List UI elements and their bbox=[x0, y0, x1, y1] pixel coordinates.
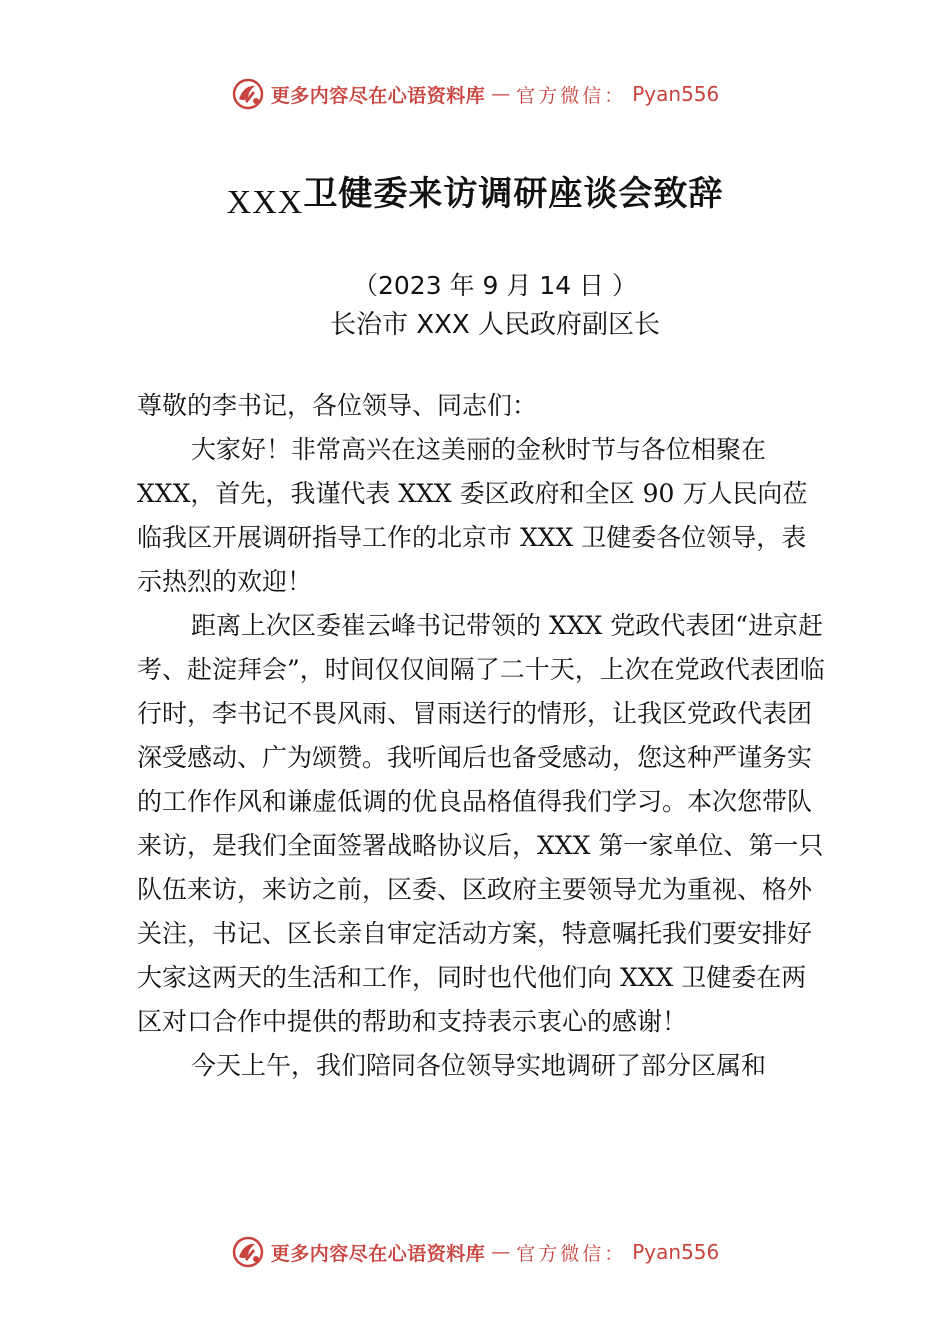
logo-icon bbox=[231, 77, 265, 111]
date-line: （2023 年 9 月 14 日 ） bbox=[352, 271, 638, 300]
watermark-wechat-id: Pyan556 bbox=[632, 1240, 720, 1264]
watermark-separator: — bbox=[491, 1241, 511, 1263]
watermark-label: 官方微信： bbox=[516, 84, 627, 107]
salutation: 尊敬的李书记，各位领导、同志们： bbox=[137, 391, 538, 420]
watermark-wechat-id: Pyan556 bbox=[632, 82, 720, 106]
document-title bbox=[0, 166, 950, 221]
paragraph: 今天上午，我们陪同各位领导实地调研了部分区属和 bbox=[191, 1051, 767, 1080]
title-prefix: XXX bbox=[226, 184, 304, 221]
watermark-label: 官方微信： bbox=[516, 1242, 627, 1265]
watermark-separator: — bbox=[491, 83, 511, 105]
paragraph: 大家好！非常高兴在这美丽的金秋时节与各位相聚在 XXX，首先，我谨代表 XXX 委区政府和全区 90 万人民向莅临我区开展调研指导工作的北京市 XXX 卫健委各位领导，表示热烈的欢迎！ bbox=[137, 435, 808, 596]
watermark-footer bbox=[0, 1232, 950, 1272]
watermark-main-text: 更多内容尽在心语资料库 bbox=[270, 1242, 486, 1265]
document-body bbox=[137, 384, 831, 1088]
title-main: 卫健委来访调研座谈会致辞 bbox=[303, 174, 724, 214]
watermark-main-text: 更多内容尽在心语资料库 bbox=[270, 84, 486, 107]
logo-icon bbox=[231, 1235, 265, 1269]
speaker-line: 长治市 XXX 人民政府副区长 bbox=[330, 310, 660, 340]
watermark-header bbox=[0, 74, 950, 114]
paragraph: 距离上次区委崔云峰书记带领的 XXX 党政代表团“进京赶考、赴淀拜会”，时间仅仅间隔了二十天，上次在党政代表团临行时，李书记不畏风雨、冒雨送行的情形，让我区党政代表团深受感动、广为颂赞。我听闻后也备受感动，您这种严谨务实的工作作风和谦虚低调的优良品格值得我们学习。本次您带队来访，是我们全面签署战略协议后，XXX 第一家单位、第一只队伍来访，来访之前，区委、区政府主要领导尤为重视、格外关注，书记、区长亲自审定活动方案，特意嘱托我们要安排好大家这两天的生活和工作，同时也代他们向 XXX 卫健委在两区对口合作中提供的帮助和支持表示衷心的感谢！ bbox=[137, 611, 825, 1036]
